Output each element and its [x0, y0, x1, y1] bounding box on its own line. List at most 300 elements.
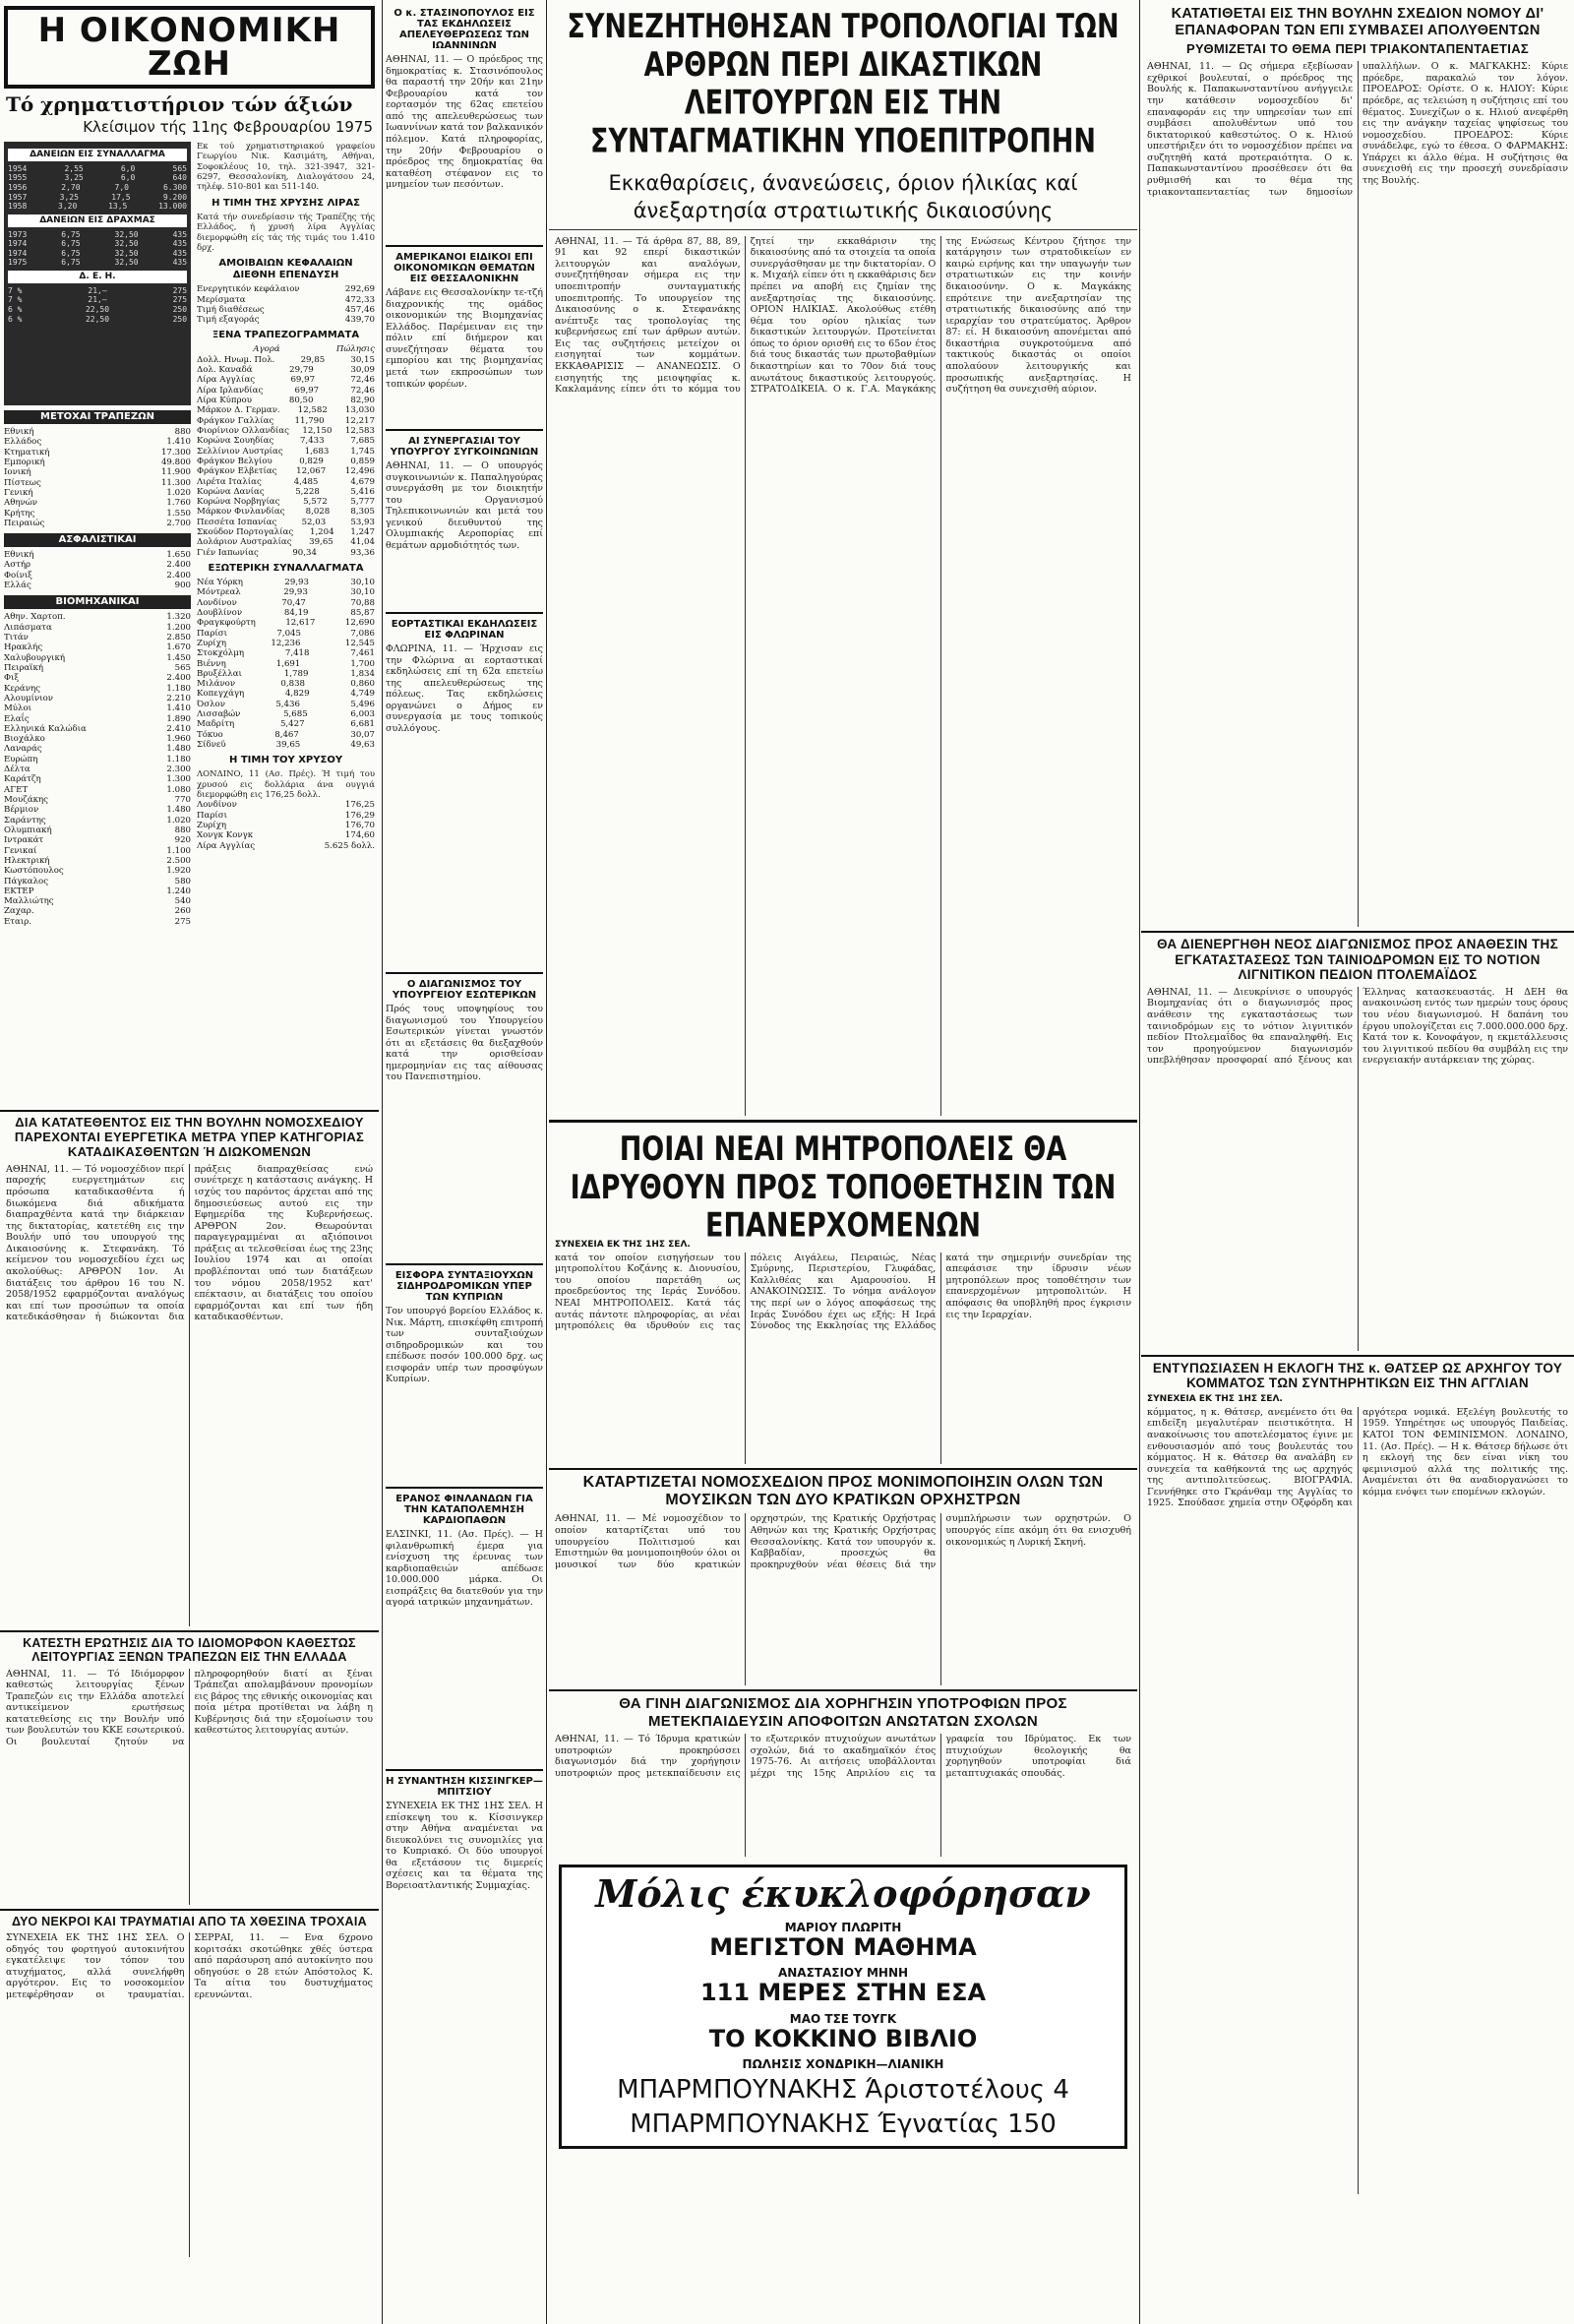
exchange-row-cell: 1,789	[283, 668, 309, 679]
bond-row-cell: 21,—	[88, 295, 107, 305]
exchange-row-cell: 7,418	[284, 648, 310, 659]
industrial-share-row-cell: Καράτζη	[4, 774, 41, 785]
exchange-row-cell: Όσλον	[197, 699, 225, 709]
banknote-row-cell: 72,46	[350, 385, 375, 396]
metropolis-article: κατά τον οποίον εισηγήσεων του μητροπολίτου Κοζάνης κ. Διονυσίου, του οποίου παρετάθη ως προεδρεύοντος της Ιεράς Συνόδου. ΝΕΑΙ ΜΗΤΡΟΠΟΛΕΙΣ. Κατά τάς αυτάς πάντοτε πληροφορίας, αι νέαι μητροπόλεις θα ιδρυθούν εις τας πόλεις Αιγάλεω, Πειραιώς, Νέας Σμύρνης, Περιστερίου, Γλυφάδας, Καλλιθέας και Αμαρουσίου. Η ΑΝΑΚΟΙΝΩΣΙΣ. Το νόημα ανάλογον της περί ων ο λόγος αποφάσεως της Ιεράς Συνόδου έχει ως εξής: Η Ιερά Σύνοδος της Εκκλησίας της Ελλάδος κατά την σημερινήν συνεδρίαν της απεφάσισε την ίδρυσιν νέων μητροπόλεων προς τοποθέτησιν των επανερχομένων μητροπολιτών. Η απόφασις θα υποβληθή προς έγκρισιν εις την Ιεραρχίαν.	[555, 1252, 1131, 1332]
exchange-row-cell: Τόκυο	[197, 729, 223, 740]
industrial-share-row	[4, 633, 191, 642]
gold-price-row	[197, 811, 375, 821]
exchange-row-cell: Βρυξέλλαι	[197, 668, 242, 679]
gold-price-row-cell: 174,60	[344, 830, 375, 841]
banknote-row-cell: Δολ. Καναδά	[197, 365, 253, 376]
bond-row	[8, 164, 187, 174]
exchange-row	[197, 578, 375, 587]
banknote-row-cell: Φιορίνιον Ολλανδίας	[197, 425, 289, 436]
industrial-share-row	[4, 755, 191, 764]
exchange-row	[197, 730, 375, 740]
exchange-row-cell: 29,93	[283, 587, 308, 598]
exchange-row-cell: Μιλάνον	[197, 679, 236, 690]
industrial-share-row-cell: 2.400	[166, 673, 192, 684]
industrial-share-row-cell: 1.200	[166, 622, 192, 633]
banknote-row-cell: 8,305	[350, 507, 375, 518]
mutual-fund-row-cell: 439,70	[344, 315, 375, 326]
exchange-row-cell: Μαδρίτη	[197, 719, 235, 730]
exchange-row-cell: Δουβλίνον	[197, 607, 243, 618]
bank-share-row-cell: 1.020	[166, 487, 192, 498]
exchange-row-cell: 8,467	[274, 729, 299, 740]
bond-row-cell: 32,50	[114, 229, 139, 239]
industrial-share-row-cell: Αλουμίνιον	[4, 693, 53, 703]
industrial-share-row-cell: Βέρμιον	[4, 805, 39, 816]
industrial-share-row-cell: 1.480	[166, 805, 192, 816]
exchange-row-cell: 0,838	[280, 679, 306, 690]
exchange-row-cell: 7,045	[276, 628, 301, 639]
bank-share-row-cell: 49.800	[160, 457, 192, 467]
gold-lira-text: Κατά τήν συνεδρίασιν τής Τραπέζης τής Ελλάδος, ή χρυσή λίρα Αγγλίας διεμορφώθη είς τάς τής τιμάς του 1.410 δρχ.	[197, 212, 375, 253]
article-foreign-banks: ΑΘΗΝΑΙ, 11. — Τό Ιδιόμορφον καθεστώς λειτουργίας ξένων Τραπεζών εις την Ελλάδα αποτελεί αντικείμενον ερωτήσεως κατατεθείσης εις την Βουλήν υπό των βουλευτών του ΚΚΕ εσωτερικού. Οι βουλευταί ζητούν να πληροφορηθούν διατί αι ξέναι Τράπεζαι απολαμβάνουν προνομίων εις βάρος της εθνικής οικονομίας και ποία μέτρα προτίθεται να λάβη η Κυβέρνησις διά την εξομοίωσιν του καθεστώτος λειτουργίας αυτών.	[6, 1668, 373, 1748]
industrial-share-row	[4, 744, 191, 754]
industrial-share-row-cell: Μύλοι	[4, 703, 32, 714]
exchange-row	[197, 629, 375, 639]
bank-share-row-cell: 2.700	[166, 518, 192, 528]
banknote-row-cell: 69,97	[290, 375, 316, 386]
gold-price-row	[197, 841, 375, 851]
banknote-row-cell: 1,204	[309, 527, 334, 538]
ad-author-2: ΑΝΑΣΤΑΣΙΟΥ ΜΗΝΗ	[777, 1966, 909, 1981]
banknote-row-cell: 52,03	[301, 517, 327, 527]
exchange-row-cell: Παρίσι	[197, 628, 227, 639]
industrial-share-row	[4, 917, 191, 927]
mutual-fund-row	[197, 284, 375, 294]
mutual-fund-row	[197, 305, 375, 315]
bond-row	[8, 258, 187, 268]
ad-sales: ΠΩΛΗΣΙΣ ΧΟΝΔΡΙΚΗ—ΛΙΑΝΙΚΗ	[742, 2056, 944, 2071]
exchange-row-cell: 12,690	[344, 618, 375, 629]
bond-row-cell: 435	[172, 229, 188, 239]
banknote-row-cell: Κορώνα Σουηδίας	[197, 436, 274, 447]
banknote-row-cell: 4,679	[350, 476, 375, 487]
industrial-share-row-cell: Τιτάν	[4, 633, 29, 642]
subheadline-35-years: ΡΥΘΜΙΖΕΤΑΙ ΤΟ ΘΕΜΑ ΠΕΡΙ ΤΡΙΑΚΟΝΤΑΠΕΝΤΑΕΤΙΑΣ	[1186, 41, 1529, 57]
bond-row-cell: 1973	[8, 229, 28, 239]
banknote-row-cell: 1,683	[304, 446, 330, 457]
exchange-row-cell: Κοπεγχάγη	[197, 689, 245, 700]
broker-note: Εκ τού χρηματιστηριακού γραφείου Γεωργίου Νικ. Κασιμάτη, Αθήναι, Σοφοκλέους 10, τηλ. 321-3947, 321-6297, Θεσσαλονίκη, Διαλογάτσου 24, τηλέφ. 510-801 και 511-140.	[197, 142, 375, 193]
article-kissinger-meeting: ΣΥΝΕΧΕΙΑ ΕΚ ΤΗΣ 1ΗΣ ΣΕΛ. Η επίσκεψη του κ. Κίσσινγκερ στην Αθήνα αναμένεται να διευκολύνει τις συνομιλίες για το Κυπριακό. Οι δύο υπουργοί θα εξετάσουν τις διμερείς σχέσεις και τα θέματα της Βορειοατλαντικής Συμμαχίας.	[386, 1801, 543, 1892]
column-main	[549, 0, 1137, 2149]
exchange-row-cell: 84,19	[283, 607, 309, 618]
bond-row-cell: 6 %	[8, 314, 23, 324]
industrial-share-row-cell: 565	[174, 662, 192, 673]
bank-share-row	[4, 448, 191, 458]
gold-price-row	[197, 830, 375, 840]
gold-price-row-cell: 176,70	[344, 821, 375, 831]
bond-row-cell: 6.300	[162, 182, 188, 192]
article-thatcher: κόμματος, η κ. Θάτσερ, ανεμένετο ότι θα επιδείξη μεγαλυτέραν πειστικότητα. Η ανακοίνωσις του αποτελέσματος έγινε με ενθουσιασμόν από τους βουλευτάς του κόμματος. Η κ. Θάτσερ θα αναλάβη εν συνεχεία τα καθήκοντά της ως αρχηγός της αντιπολιτεύσεως. ΒΙΟΓΡΑΦΙΑ. Γεννήθηκε στο Γκράνθαμ της Αγγλίας το 1925. Σπούδασε χημεία στην Οξφόρδη και αργότερα νομικά. Εξελέγη βουλευτής το 1959. Υπηρέτησε ως υπουργός Παιδείας. ΚΑΤΟΙ ΤΟΝ ΦΕΜΙΝΙΣΜΟΝ. ΛΟΝΔΙΝΟ, 11. (Ασ. Πρές). — Η κ. Θάτσερ δήλωσε ότι η εκλογή της δεν είναι νίκη του φεμινισμού αλλά της πολιτικής της. Αναμένεται ότι θα αναδιοργανώσει το κόμμα ενόψει των επομένων εκλογών.	[1147, 1406, 1568, 1509]
industrial-share-row	[4, 764, 191, 774]
bank-share-row-cell: Ελλάδος	[4, 437, 42, 448]
metropolis-kicker: ΣΥΝΕΧΕΙΑ ΕΚ ΤΗΣ 1ΗΣ ΣΕΛ.	[555, 1239, 691, 1250]
exchange-row-cell: 70,47	[281, 597, 306, 608]
exchange-row-cell: 30,07	[350, 729, 375, 740]
banknote-row	[197, 396, 375, 405]
industrial-share-row-cell: Ζαχαρ.	[4, 906, 34, 917]
exchange-row	[197, 659, 375, 669]
industrial-share-row	[4, 835, 191, 845]
bond-row-cell: 6,75	[61, 248, 81, 258]
industrial-share-row-cell: 1.670	[166, 642, 192, 653]
exchange-row	[197, 598, 375, 608]
industrial-share-row-cell: 1.920	[166, 866, 192, 877]
exchange-row	[197, 689, 375, 699]
foreign-exchange-title: ΕΞΩΤΕΡΙΚΗ ΣΥΝΑΛΛΑΓΜΑΤΑ	[208, 563, 364, 575]
exchange-row-cell: 39,65	[275, 740, 301, 751]
gold-price-row-cell: Παρίσι	[197, 810, 227, 821]
bond-row-cell: 565	[172, 163, 187, 173]
banknote-row-cell: Φράγκον Ελβετίας	[197, 466, 277, 477]
gold-price-row-cell: Ζυρίχη	[197, 821, 227, 831]
bank-share-row-cell: 1.760	[166, 498, 192, 509]
industrial-share-row-cell: Κεράνης	[4, 683, 40, 694]
exchange-row-cell: 5,427	[279, 719, 305, 730]
exchange-row-cell: Ζυρίχη	[197, 638, 227, 648]
banknote-row	[197, 447, 375, 457]
insurance-share-row-cell: 2.400	[166, 560, 192, 571]
exchange-row-cell: 85,87	[350, 607, 375, 618]
bond-row-cell: 250	[172, 304, 188, 314]
banknote-row	[197, 537, 375, 547]
headline-amnesty-bill: ΔΙΑ ΚΑΤΑΤΕΘΕΝΤΟΣ ΕΙΣ ΤΗΝ ΒΟΥΛΗΝ ΝΟΜΟΣΧΕΔΙΟΥ ΠΑΡΕΧΟΝΤΑΙ ΕΥΕΡΓΕΤΙΚΑ ΜΕΤΡΑ ΥΠΕΡ ΚΑΤΗΓΟΡΙΑΣ ΚΑΤΑΔΙΚΑΣΘΕΝΤΩΝ Ή ΔΙΩΚΟΜΕΝΩΝ	[14, 1115, 365, 1159]
bond-row-cell: 32,50	[114, 239, 139, 249]
industrial-share-row-cell: Βιοχάλκο	[4, 734, 45, 745]
industrial-share-row-cell: 1.080	[166, 784, 192, 795]
banknote-row-cell: 69,97	[294, 385, 320, 396]
bond-row-cell: 7 %	[8, 295, 23, 305]
banknote-row-cell: 1,247	[350, 527, 375, 538]
industrial-share-row-cell: 2.500	[166, 855, 192, 866]
industrial-share-row-cell: 260	[174, 906, 192, 917]
headline-transport-minister: ΑΙ ΣΥΝΕΡΓΑΣΙΑΙ ΤΟΥ ΥΠΟΥΡΓΟΥ ΣΥΓΚΟΙΝΩΝΙΩΝ	[390, 436, 539, 458]
bond-row	[8, 305, 187, 315]
bank-share-row	[4, 437, 191, 447]
bond-row-cell: 2,70	[61, 182, 81, 192]
main-subheadline: Εκκαθαρίσεις, άνανεώσεις, όριον ήλικίας καί άνεξαρτησία στρατιωτικής δικαιοσύνης	[549, 165, 1137, 230]
industrial-share-row-cell: 2.210	[166, 693, 192, 703]
banknote-row-cell: 1,745	[350, 446, 375, 457]
industrial-share-row	[4, 714, 191, 724]
banknote-row-cell: 90,34	[292, 547, 317, 558]
bond-row-cell: 6,75	[61, 239, 81, 249]
article-stasinopoulos: ΑΘΗΝΑΙ, 11. — Ο πρόεδρος της δημοκρατίας κ. Στασινόπουλος θα παραστή την 20ήν και 21ην Φεβρουαρίου κατά τον εορτασμόν της 62ας επετείου από της απελευθερώσεως των Ιωαννίνων κατά τον βαλκανικόν πόλεμον. Κατά πληροφορίας, την 20ήν Φεβρουαρίου ο πρόεδρος της δημοκρατίας θα καταθέση στέφανον εις το μνημείον των πεσόντων.	[386, 54, 543, 191]
banknote-row-cell: 5,572	[303, 497, 328, 508]
banknote-row	[197, 457, 375, 466]
exchange-row-cell: 5,436	[275, 699, 300, 709]
banknote-row-cell: Δολλ. Ηνωμ. Πολ.	[197, 354, 275, 365]
exchange-row	[197, 639, 375, 648]
banknote-row	[197, 466, 375, 476]
ad-author-1: ΜΑΡΙΟΥ ΠΛΩΡΙΤΗ	[784, 1920, 902, 1934]
banknote-row-cell: Πεσσέτα Ισπανίας	[197, 517, 277, 527]
industrial-share-row	[4, 866, 191, 876]
exchange-row-cell: Φραγκφούρτη	[197, 618, 256, 629]
headline-florina: ΕΟΡΤΑΣΤΙΚΑΙ ΕΚΔΗΛΩΣΕΙΣ ΕΙΣ ΦΛΩΡΙΝΑΝ	[391, 619, 538, 641]
industrial-share-row-cell: 1.180	[166, 683, 192, 694]
gold-price-row-cell: Λίρα Αγγλίας	[197, 840, 256, 851]
industrial-share-row-cell: Ελληνικά Καλώδια	[4, 723, 87, 734]
exchange-row	[197, 587, 375, 597]
industrial-share-row-cell: 2.850	[166, 633, 192, 642]
bond-row	[8, 315, 187, 325]
banknote-row	[197, 436, 375, 446]
industrial-share-row-cell: 920	[174, 835, 192, 846]
column-markets	[0, 0, 379, 2257]
gold-price-row	[197, 800, 375, 810]
exchange-row-cell: 4,829	[284, 689, 310, 700]
exchange-row-cell: 5,685	[283, 709, 308, 720]
bond-row-cell: 6,0	[120, 173, 136, 183]
bond-row-cell: 1957	[8, 192, 28, 202]
banknote-row-cell: 12,582	[297, 405, 328, 416]
industrial-share-row-cell: 580	[174, 876, 192, 887]
bond-row-cell: 640	[172, 173, 187, 183]
industrial-share-row	[4, 703, 191, 713]
industrial-share-row	[4, 642, 191, 652]
bond-row-cell: 6,75	[61, 258, 81, 268]
industrial-share-row	[4, 856, 191, 866]
exchange-row	[197, 709, 375, 719]
headline-traffic-accidents: ΔΥΟ ΝΕΚΡΟΙ ΚΑΙ ΤΡΑΥΜΑΤΙΑΙ ΑΠΟ ΤΑ ΧΘΕΣΙΝΑ ΤΡΟΧΑΙΑ	[12, 1914, 367, 1928]
banknote-row	[197, 386, 375, 396]
insurance-share-row	[4, 550, 191, 560]
exchange-row	[197, 719, 375, 729]
banknote-row-cell: 29,85	[300, 354, 326, 365]
bond-row-cell: 32,50	[114, 258, 139, 268]
masthead: Η ΟΙΚΟΝΟΜΙΚΗ ΖΩΗ	[4, 6, 375, 89]
bond-row-cell: 6 %	[8, 304, 23, 314]
gold-price-text: ΛΟΝΔΙΝΟ, 11 (Ασ. Πρές). Ή τιμή του χρυσού εις δολλάρια άνα ουγγιά διεμορφώθη εις 176,25 δολλ.	[197, 769, 375, 801]
exchange-row-cell: Στοκχόλμη	[197, 648, 244, 659]
banknote-row-cell: Φράγκον Βελγίου	[197, 456, 272, 466]
mutual-fund-title: ΑΜΟΙΒΑΙΩΝ ΚΕΦΑΛΑΙΩΝ ΔΙΕΘΝΗ ΕΠΕΝΔΥΣΗ	[218, 258, 353, 281]
insurance-share-row-cell: 2.400	[166, 570, 192, 581]
orchestras-headline: ΚΑΤΑΡΤΙΖΕΤΑΙ ΝΟΜΟΣΧΕΔΙΟΝ ΠΡΟΣ ΜΟΝΙΜΟΠΟΙΗΣΙΝ ΟΛΩΝ ΤΩΝ ΜΟΥΣΙΚΩΝ ΤΩΝ ΔΥΟ ΚΡΑΤΙΚΩΝ ΟΡΧΗΣΤΡΩΝ	[582, 1473, 1104, 1509]
bond-row	[8, 173, 187, 183]
industrial-share-row-cell: Κωστόπουλος	[4, 866, 64, 877]
mutual-fund-row	[197, 315, 375, 325]
exchange-row	[197, 700, 375, 709]
exchange-row-cell: 5,496	[350, 699, 375, 709]
bank-share-row-cell: Πίστεως	[4, 477, 41, 488]
industrial-share-row-cell: Σαράντης	[4, 815, 46, 826]
insurance-share-row-cell: 1.650	[166, 550, 192, 561]
ad-just-released: Μόλις έκυκλοφόρησαν	[595, 1870, 1091, 1916]
bond-row	[8, 295, 187, 305]
exchange-row-cell: 1,700	[350, 658, 375, 669]
bond-row-cell: 1974	[8, 239, 28, 249]
scholarships-headline: ΘΑ ΓΙΝΗ ΔΙΑΓΩΝΙΣΜΟΣ ΔΙΑ ΧΟΡΗΓΗΣΙΝ ΥΠΟΤΡΟΦΙΩΝ ΠΡΟΣ ΜΕΤΕΚΠΑΙΔΕΥΣΙΝ ΑΠΟΦΟΙΤΩΝ ΑΝΩΤΑΤΩΝ ΣΧΟΛΩΝ	[619, 1695, 1067, 1730]
banknote-row	[197, 487, 375, 497]
exchange-row-cell: Σίδνεϋ	[197, 740, 226, 751]
banknotes-title: ΞΕΝΑ ΤΡΑΠΕΖΟΓΡΑΜΜΑΤΑ	[212, 330, 360, 341]
banknote-row	[197, 355, 375, 365]
bookshop-advertisement	[559, 1865, 1127, 2149]
insurance-share-row-cell: Ελλάς	[4, 581, 31, 591]
headline-thatcher: ΕΝΤΥΠΩΣΙΑΣΕΝ Η ΕΚΛΟΓΗ ΤΗΣ κ. ΘΑΤΣΕΡ ΩΣ ΑΡΧΗΓΟΥ ΤΟΥ ΚΟΜΜΑΤΟΣ ΤΩΝ ΣΥΝΤΗΡΗΤΙΚΩΝ ΕΙΣ ΤΗΝ ΑΓΓΛΙΑΝ	[1152, 1360, 1563, 1391]
banknote-header-cell: Πώλησις	[335, 344, 375, 355]
banknote-row-cell: 41,04	[350, 537, 375, 548]
exchange-row-cell: 6,681	[350, 719, 375, 730]
gold-lira-title: Η ΤΙΜΗ ΤΗΣ ΧΡΥΣΗΣ ΛΙΡΑΣ	[212, 197, 360, 209]
exchange-row	[197, 740, 375, 750]
insurance-share-row-cell: Φοίνιξ	[4, 570, 32, 581]
industrial-share-row-cell: Εταιρ.	[4, 916, 31, 927]
ad-author-3: ΜΑΟ ΤΣΕ ΤΟΥΓΚ	[789, 2011, 897, 2026]
article-railway-pensioners: Τον υπουργό βορείου Ελλάδος κ. Νικ. Μάρτη, επισκέφθη επιτροπή των συνταξιούχων σιδηροδρομικών και του επέδωσε ποσόν 100.000 δρχ. ως εισφοράν υπέρ των προσφύγων Κυπρίων.	[386, 1306, 543, 1385]
bond-row-cell: 32,50	[114, 248, 139, 258]
article-lignite-tender: ΑΘΗΝΑΙ, 11. — Διευκρίνισε ο υπουργός Βιομηχανίας ότι ο διαγωνισμός προς ανάθεσιν της εγκαταστάσεως των ταινιοδρόμων εις το νότιον λιγνιτικόν πεδίον Πτολεμαΐδος θα επαναληφθή. Εις τον προηγούμενον διαγωνισμόν υπεβλήθησαν προσφοραί από ξένους και Έλληνας κατασκευαστάς. Η ΔΕΗ θα ανακοινώση εντός των ημερών τους όρους του νέου διαγωνισμού. Η δαπάνη του έργου υπολογίζεται εις 7.000.000.000 δρχ. Κατά τον κ. Κονοφάγον, η εκμετάλλευσις του λιγνιτικού πεδίου θα συμβάλη εις την ενεργειακήν αυτάρκειαν της χώρας.	[1147, 986, 1568, 1067]
bank-share-row-cell: 1.410	[166, 437, 192, 448]
banknote-row-cell: 30,09	[350, 365, 375, 376]
industrial-share-row-cell: 1.020	[166, 815, 192, 826]
industrial-share-row-cell: 2.410	[166, 723, 192, 734]
bond-row	[8, 239, 187, 249]
ad-book-2: 111 ΜΕΡΕΣ ΣΤΗΝ ΕΣΑ	[699, 1979, 987, 2007]
banknote-row-cell: 4,485	[293, 476, 319, 487]
industrial-share-row	[4, 663, 191, 673]
industrial-share-row-cell: Ευρώπη	[4, 754, 38, 764]
gold-price-row	[197, 821, 375, 830]
bank-share-row	[4, 478, 191, 488]
banknote-row-cell: Φράγκον Γαλλίας	[197, 415, 274, 426]
banknote-row	[197, 497, 375, 507]
banknote-row-cell: Λιρέτα Ιταλίας	[197, 476, 262, 487]
industrial-share-row-cell: 1.890	[166, 713, 192, 724]
orchestras-article: ΑΘΗΝΑΙ, 11. — Μέ νομοσχέδιον το οποίον καταρτίζεται υπό του υπουργείου Πολιτισμού και Επιστημών θα μονιμοποιηθούν όλοι οι μουσικοί των δύο κρατικών ορχηστρών, της Κρατικής Ορχήστρας Αθηνών και της Κρατικής Ορχήστρας Θεσσαλονίκης. Κατά τον υπουργόν κ. Καββαδίαν, προσεχώς θα προκηρυχθούν νέαι θέσεις διά την συμπλήρωσιν των ορχηστρών. Ο υπουργός είπε ακόμη ότι θα ενισχυθή οικονομικώς η Λυρική Σκηνή.	[555, 1513, 1131, 1570]
banknote-row	[197, 548, 375, 558]
industrial-share-row-cell: Πειραϊκή	[4, 662, 44, 673]
bond-row-cell: 6,75	[61, 229, 81, 239]
bond-row	[8, 183, 187, 193]
bond-row-cell: 275	[172, 295, 188, 305]
bond-row-cell: 17,5	[111, 192, 131, 202]
metoxai-title: ΜΕΤΟΧΑΙ ΤΡΑΠΕΖΩΝ	[4, 410, 191, 424]
industrial-share-row	[4, 795, 191, 805]
biomixanikai-title: ΒΙΟΜΗΧΑΝΙΚΑΙ	[4, 595, 191, 609]
exchange-row	[197, 648, 375, 658]
exchange-row-cell: 30,10	[350, 587, 375, 598]
banknote-row-cell: 7,685	[350, 436, 375, 447]
industrial-share-row-cell: Χαλυβουργική	[4, 652, 66, 663]
bank-share-row-cell: 11.900	[160, 467, 192, 478]
banknote-row-cell: 82,90	[350, 396, 375, 406]
mutual-fund-row-cell: Τιμή εξαγοράς	[197, 315, 260, 326]
industrial-share-row-cell: 1.180	[166, 754, 192, 764]
banknote-row-cell: 12,217	[344, 415, 375, 426]
exchange-row-cell: Νέα Υόρκη	[197, 578, 243, 588]
banknote-row	[197, 426, 375, 436]
banknote-row-cell: 93,36	[350, 547, 375, 558]
gold-price-row-cell: 176,25	[344, 800, 375, 811]
banknote-row-cell: 0,859	[350, 456, 375, 466]
banknote-row-cell: Λίρα Αγγλίας	[197, 375, 256, 386]
ad-book-1: ΜΕΓΙΣΤΟΝ ΜΑΘΗΜΑ	[709, 1932, 977, 1961]
bank-share-row-cell: Γενική	[4, 487, 33, 498]
subtitle: Τό χρηματιστήριον τών άξιών	[6, 92, 353, 116]
bond-row-cell: 1954	[8, 163, 28, 173]
exchange-row-cell: 6,003	[350, 709, 375, 720]
banknote-row	[197, 477, 375, 487]
bond-row-cell: 13.000	[158, 202, 187, 212]
bond-row-cell: 6,0	[120, 163, 136, 173]
article-traffic-accidents: ΣΥΝΕΧΕΙΑ ΕΚ ΤΗΣ 1ΗΣ ΣΕΛ. Ο οδηγός του φορτηγού αυτοκινήτου εγκατέλειψε τον τόπον του ατυχήματος, αλλά συνελήφθη αργότερον. Εις το νοσοκομείον μετεφέρθησαν οι τραυματίαι. ΣΕΡΡΑΙ, 11. — Ενα 6χρονο κοριτσάκι σκοτώθηκε χθές ύστερα από παράσυρση από αυτοκίνητο που οδηγούσε ο 28 ετών Απόστολος Κ. Τα αίτια του δυστυχήματος ερευνώνται.	[6, 1931, 373, 2000]
industrial-share-row	[4, 724, 191, 734]
industrial-share-row	[4, 653, 191, 663]
industrial-share-row-cell: Φιξ	[4, 673, 20, 684]
insurance-share-row	[4, 560, 191, 570]
gold-price-row-cell: 176,29	[344, 810, 375, 821]
banknote-row	[197, 375, 375, 385]
bond-row	[8, 193, 187, 203]
industrial-share-row-cell: Ελαΐς	[4, 713, 30, 724]
industrial-share-row-cell: 770	[174, 795, 192, 805]
asfalistikai-title: ΑΣΦΑΛΙΣΤΙΚΑΙ	[4, 533, 191, 547]
banknote-row-cell: 30,15	[350, 354, 375, 365]
banknote-row-cell: 12,496	[344, 466, 375, 477]
bank-share-row-cell: Εμπορική	[4, 457, 45, 467]
ad-shop-2: ΜΠΑΡΜΠΟΥΝΑΚΗΣ Έγνατίας 150	[630, 2110, 1057, 2140]
banknote-row-cell: 12,067	[296, 466, 327, 477]
industrial-share-row-cell: 1.480	[166, 744, 192, 755]
bank-share-row-cell: Κρήτης	[4, 508, 35, 519]
exchange-row-cell: 12,545	[344, 638, 375, 648]
industrial-share-row-cell: 1.450	[166, 652, 192, 663]
mutual-fund-row-cell: Ενεργητικόν κεφάλαιον	[197, 284, 300, 295]
banknote-row-cell: 8,028	[305, 507, 331, 518]
industrial-share-row-cell: ΕΚΤΕΡ	[4, 886, 34, 896]
bond-row-cell: 250	[172, 314, 188, 324]
exchange-row-cell: Βιέννη	[197, 658, 226, 669]
exchange-row-cell: 0,860	[350, 679, 375, 690]
insurance-share-row-cell: Εθνική	[4, 550, 34, 561]
headline-finnish-fundraiser: ΕΡΑΝΟΣ ΦΙΝΛΑΝΔΩΝ ΓΙΑ ΤΗΝ ΚΑΤΑΠΟΛΕΜΗΣΗ ΚΑΡΔΙΟΠΑΘΩΝ	[395, 1494, 533, 1526]
bond-row-cell: 1958	[8, 202, 28, 212]
article-amnesty-bill: ΑΘΗΝΑΙ, 11. — Τό νομοσχέδιον περί παροχής ευεργετημάτων εις πρόσωπα καταδικασθέντα ή διωκόμενα διά αδικήματα διαπραχθέντα κατά την διάρκειαν της δικτατορίας, κατετέθη εις την Βουλήν υπό του υπουργού της Δικαιοσύνης κ. Στεφανάκη. Τό κείμενον του νομοσχεδίου έχει ως ακολούθως: ΑΡΘΡΟΝ 1ον. Αι διατάξεις του άρθρου 16 του Ν. 2058/1952 εφαρμόζονται αναλόγως και επί των προσώπων τα οποία κατεδικάσθησαν ή διώκονται δια πράξεις διαπραχθείσας ενώ συνέτρεχε η κατάστασις ανάγκης. Η ισχύς του παρόντος άρχεται από της δημοσιεύσεως αυτού εις την Εφημερίδα της Κυβερνήσεως. ΑΡΘΡΟΝ 2ον. Θεωρούνται παραγεγραμμέναι αι αξιόποινοι πράξεις αι τελεσθείσαι έως της 23ης Ιουλίου 1974 και αι οποίαι προβλέπονται υπό των διατάξεων του νόμου 2058/1952 κατ' επέκτασιν, αι διατάξεις του οποίου εφαρμόζονται και επί των ήδη καταδικασθέντων.	[6, 1163, 373, 1323]
exchange-row	[197, 679, 375, 689]
exchange-row-cell: 12,617	[285, 618, 316, 629]
industrial-share-row	[4, 846, 191, 856]
banknote-row-cell: 80,50	[288, 396, 314, 406]
exchange-row	[197, 669, 375, 679]
bond-row	[8, 202, 187, 212]
banknote-row-cell: Σκούδον Πορτογαλίας	[197, 527, 294, 538]
bond-row-cell: 2,55	[64, 163, 84, 173]
headline-lignite-tender: ΘΑ ΔΙΕΝΕΡΓΗΘΗ ΝΕΟΣ ΔΙΑΓΩΝΙΣΜΟΣ ΠΡΟΣ ΑΝΑΘΕΣΙΝ ΤΗΣ ΕΓΚΑΤΑΣΤΑΣΕΩΣ ΤΩΝ ΤΑΙΝΙΟΔΡΟΜΩΝ ΕΙΣ ΤΟ ΝΟΤΙΟΝ ΛΙΓΝΙΤΙΚΟΝ ΠΕΔΙΟΝ ΠΤΟΛΕΜΑΪΔΟΣ	[1156, 937, 1558, 983]
main-headline: ΣΥΝΕΖΗΤΗΘΗΣΑΝ ΤΡΟΠΟΛΟΓΙΑΙ ΤΩΝ ΑΡΘΡΩΝ ΠΕΡΙ ΔΙΚΑΣΤΙΚΩΝ ΛΕΙΤΟΥΡΓΩΝ ΕΙΣ ΤΗΝ ΣΥΝΤΑΓΜΑΤΙΚΗΝ ΥΠΟΕΠΙΤΡΟΠΗΝ	[567, 8, 1120, 161]
gold-price-row-cell: Χονγκ Κονγκ	[197, 830, 254, 841]
banknote-row	[197, 365, 375, 375]
bond-row	[8, 230, 187, 240]
industrial-share-row	[4, 694, 191, 703]
box-daneia-title: ΔΑΝΕΙΩΝ ΕΙΣ ΣΥΝΑΛΛΑΓΜΑ	[8, 149, 187, 161]
industrial-share-row-cell: Ολυμπιακή	[4, 825, 52, 835]
industrial-share-row-cell: 1.240	[166, 886, 192, 896]
banknote-row-cell: 7,433	[300, 436, 325, 447]
gold-price-row-cell: 5.625 δολλ.	[324, 840, 375, 851]
bond-row	[8, 249, 187, 259]
scholarships-article: ΑΘΗΝΑΙ, 11. — Τό Ίδρυμα κρατικών υποτροφιών προκηρύσσει διαγωνισμόν διά την χορήγησιν υποτροφιών προς μετεκπαίδευσιν εις το εξωτερικόν πτυχιούχων ανωτάτων σχολών, διά το ακαδημαϊκόν έτος 1975-76. Αι αιτήσεις υποβάλλονται μέχρι της 15ης Απριλίου εις τα γραφεία του Ιδρύματος. Εκ των πτυχιούχων θεολογικής θα χορηγηθούν υποτροφίαι διά μεταπτυχιακάς σπουδάς.	[555, 1733, 1131, 1779]
article-florina: ΦΛΩΡΙΝΑ, 11. — Ήρχισαν εις την Φλώρινα αι εορταστικαί εκδηλώσεις επί τη 62α επετείω της απελευθερώσεως της πόλεως. Τας εκδηλώσεις οργανώνει ο Δήμος εν συνεργασία με τους τοπικούς συλλόγους.	[386, 643, 543, 735]
ad-shop-1: ΜΠΑΡΜΠΟΥΝΑΚΗΣ Άριστοτέλους 4	[617, 2074, 1069, 2105]
